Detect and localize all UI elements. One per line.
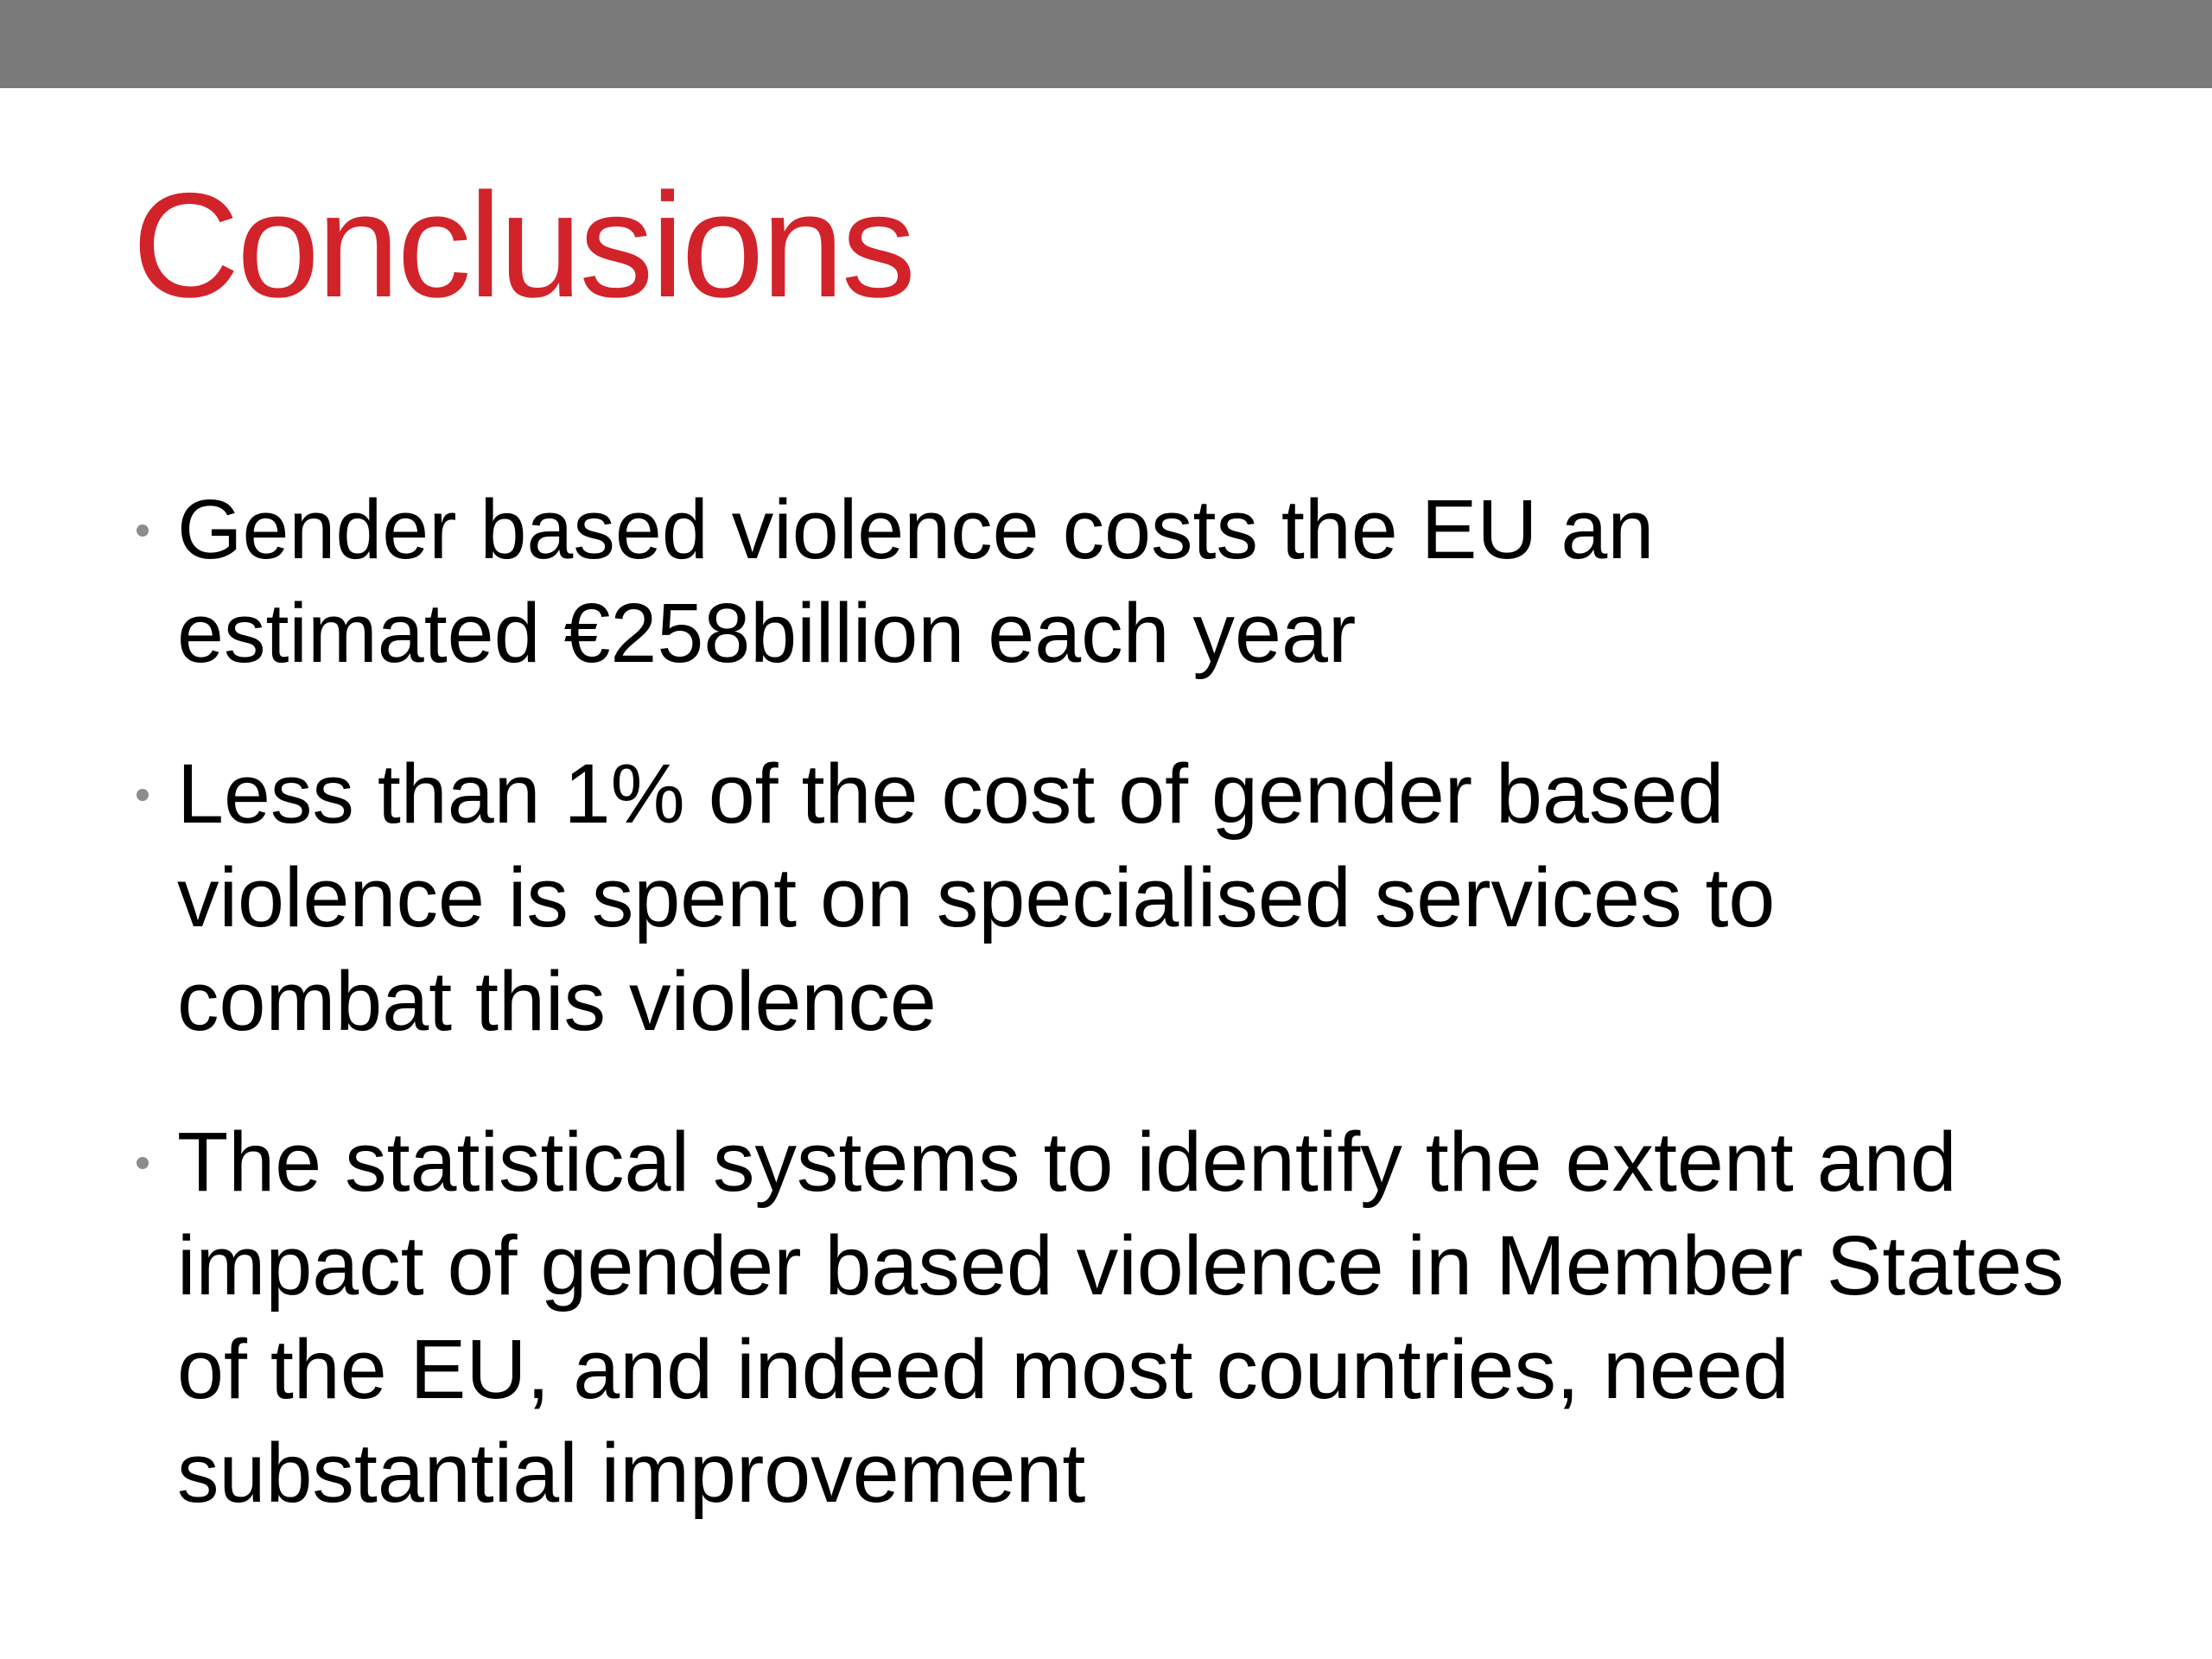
- bullet-item: [130, 1110, 2130, 1525]
- bullet-item: [130, 478, 1871, 685]
- bullet-text: The statistical systems to identify the extent and impact of gender based violence in Member States of the EU, and indeed most countries, need substantial improvement: [177, 1115, 2064, 1520]
- bullet-dot-icon: [137, 789, 149, 801]
- header-bar: [0, 0, 2212, 88]
- slide-title: Conclusions: [132, 162, 913, 328]
- bullet-dot-icon: [137, 524, 149, 537]
- bullet-list: [130, 478, 2143, 1582]
- bullet-item: [130, 742, 1957, 1053]
- bullet-text: Gender based violence costs the EU an estimated €258billion each year: [177, 482, 1655, 680]
- bullet-dot-icon: [137, 1157, 149, 1169]
- bullet-text: Less than 1% of the cost of gender based violence is spent on specialised services to combat this violence: [177, 747, 1776, 1048]
